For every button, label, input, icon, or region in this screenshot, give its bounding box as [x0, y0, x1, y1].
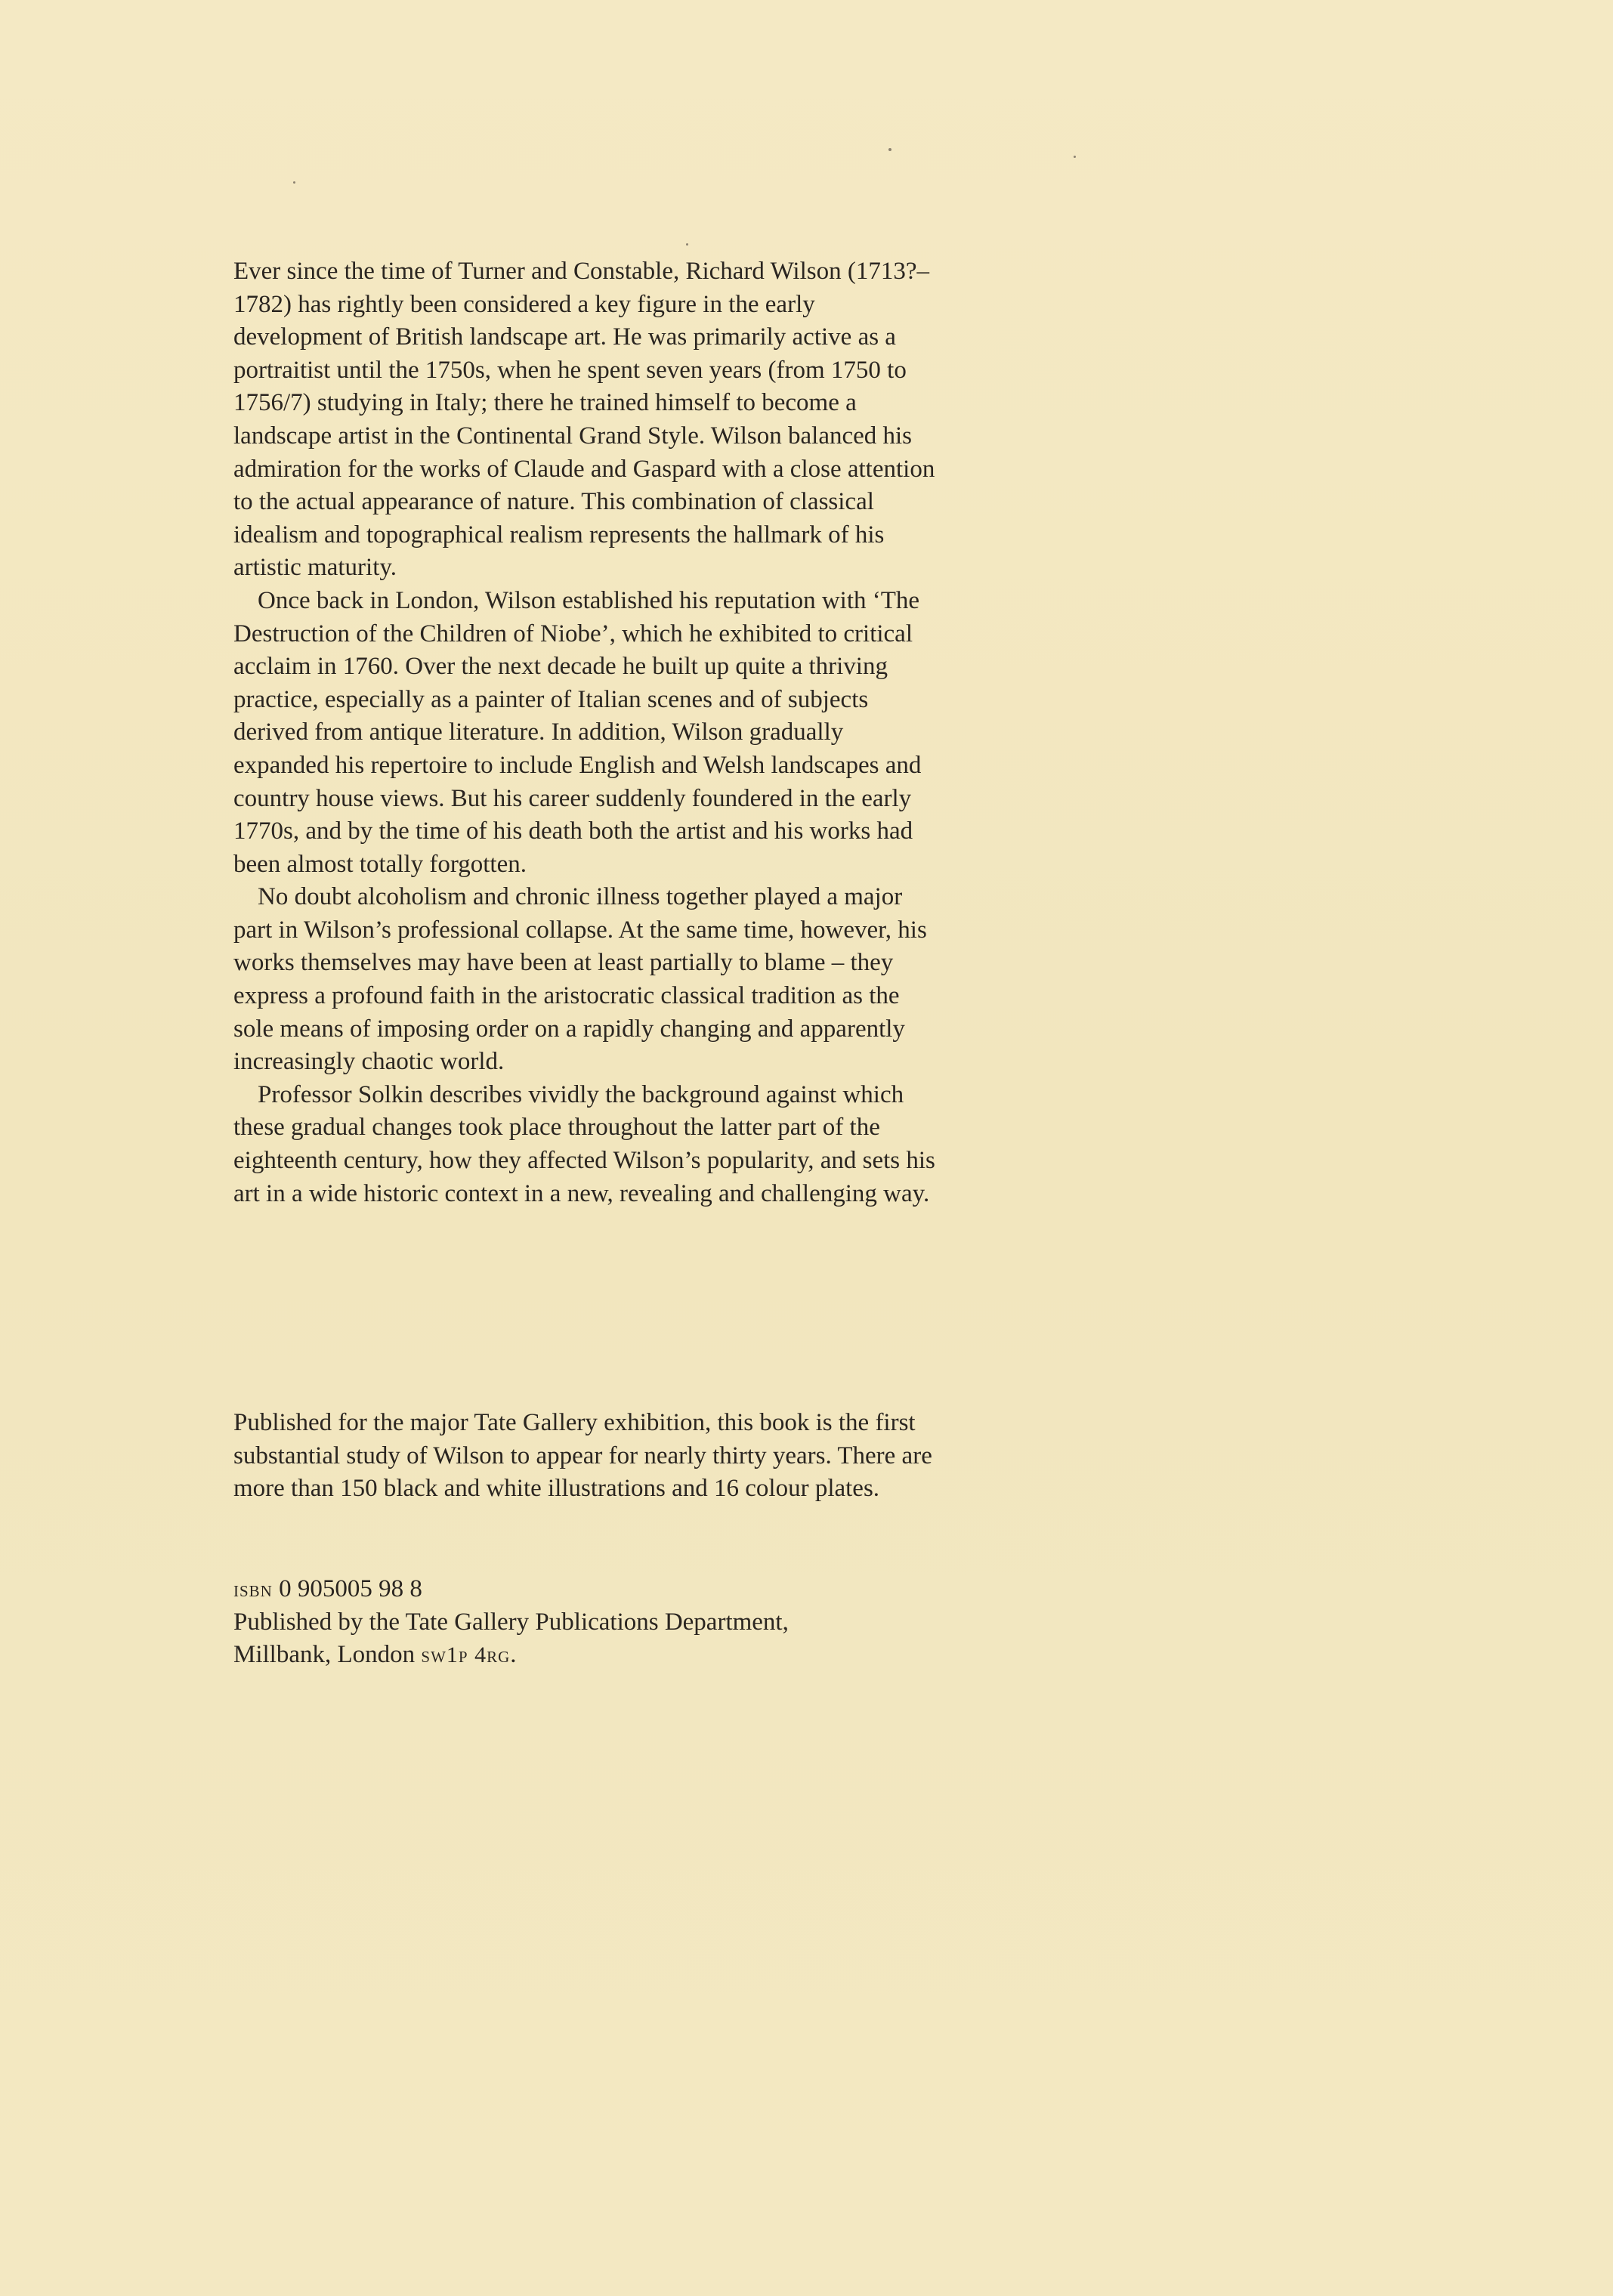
isbn-line [233, 1573, 944, 1606]
isbn-number: 0 905005 98 8 [279, 1575, 422, 1602]
paper-speck [293, 181, 295, 184]
isbn-label: isbn [233, 1577, 273, 1602]
blurb-paragraph-4: Professor Solkin describes vividly the background against which these gradual changes took place throughout the latter part of the eighteenth century, how they affected Wilson’s popularity, and sets his art in a wide historic context in a new, revealing and challenging way. [233, 1080, 935, 1207]
blurb-paragraph-2: Once back in London, Wilson established his reputation with ‘The Destruction of the Children of Niobe’, which he exhibited to critical acclaim in 1760. Over the next decade he built up quite a thriving practice, especially as a painter of Italian scenes and of subjects derived from antique literature. In addition, Wilson gradually expanded his repertoire to include English and Welsh landscapes and country house views. But his career suddenly foundered in the early 1770s, and by the time of his death both the artist and his works had been almost totally forgotten. [233, 586, 922, 878]
publisher-address: Millbank, London [233, 1641, 422, 1669]
paper-speck [1074, 156, 1076, 158]
book-description [233, 255, 944, 1210]
paper-speck [888, 148, 891, 151]
publication-note [233, 1407, 944, 1506]
publisher-line-2 [233, 1639, 944, 1672]
blurb-paragraph-3: No doubt alcoholism and chronic illness together played a major part in Wilson’s professional collapse. At the same time, however, his works themselves may have been at least partially to blame – they express a profound faith in the aristocratic classical tradition as the sole means of imposing order on a rapidly changing and apparently increasingly chaotic world. [233, 883, 927, 1076]
publisher-line-1: Published by the Tate Gallery Publications Department, [233, 1608, 789, 1636]
publication-note-text: Published for the major Tate Gallery exhibition, this book is the first substantial study of Wilson to appear for nearly thirty years. There are more than 150 black and white illustrations and 16 colour plates. [233, 1409, 932, 1503]
blurb-paragraph-1: Ever since the time of Turner and Constable, Richard Wilson (1713?–1782) has rightly been considered a key figure in the early development of British landscape art. He was primarily active as a portraitist until the 1750s, when he spent seven years (from 1750 to 1756/7) studying in Italy; there he trained himself to become a landscape artist in the Continental Grand Style. Wilson balanced his admiration for the works of Claude and Gaspard with a close attention to the actual appearance of nature. This combination of classical idealism and topographical realism represents the hallmark of his artistic maturity. [233, 258, 935, 582]
paper-speck [686, 243, 688, 246]
publisher-postcode: sw1p 4rg [421, 1642, 511, 1668]
isbn-and-publisher [233, 1573, 944, 1672]
publisher-address-end: . [510, 1641, 517, 1669]
